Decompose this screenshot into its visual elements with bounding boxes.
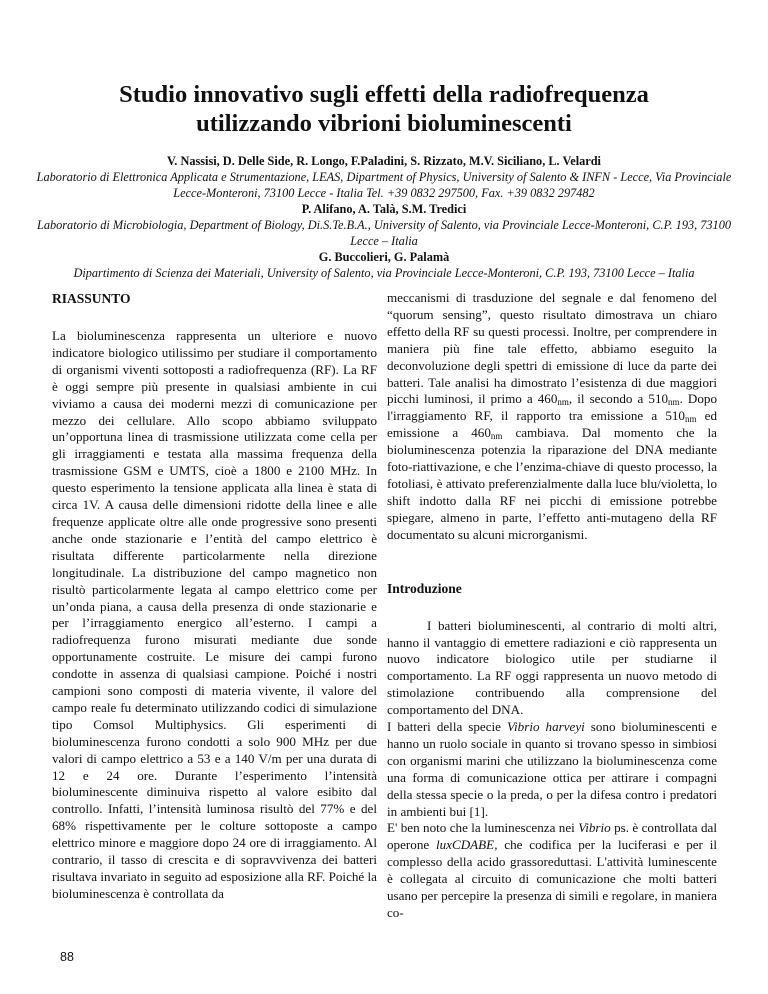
- abstract-continuation: [387, 290, 717, 544]
- text-run: sono bioluminescenti e hanno un ruolo sociale in quanto si trovano spesso in simbiosi con organismi marini che utilizzano la bioluminescenza come una forma di comunicazione ottica per attirare i compagni della stessa specie o la preda, o per la difesa contro i predatori in ambienti bui [1].: [387, 719, 717, 819]
- left-column: [52, 290, 377, 903]
- text-run: ed emissione a 460: [387, 408, 717, 441]
- paper-title: Studio innovativo sugli effetti della radiofrequenza utilizzando vibrioni bioluminescenti: [119, 81, 649, 137]
- genus-name: Vibrio: [578, 820, 611, 836]
- intro-paragraph-1: I batteri bioluminescenti, al contrario di molti altri, hanno il vantaggio di emettere radiazioni e ciò rappresenta un nuovo indicatore biologico utile per studiarne il comportamento. La RF oggi rappresenta un nuovo metodo di stimolazione contribuendo alla comprensione del comportamento del DNA.: [387, 617, 717, 718]
- operon-name: luxCDABE: [436, 837, 495, 853]
- affiliation: Laboratorio di Microbiologia, Department of Biology, Di.S.Te.B.A., University of Salento, via Provinciale Lecce-Monteroni, C.P. 193, 73100 Lecce – Italia: [36, 218, 732, 248]
- subscript: nm: [668, 397, 680, 408]
- text-run: , il secondo a 510: [568, 391, 669, 407]
- author-names: V. Nassisi, D. Delle Side, R. Longo, F.Paladini, S. Rizzato, M.V. Siciliano, L. Velardi: [167, 154, 601, 168]
- text-run: , che codifica per la luciferasi e per il complesso della acido grassoreduttasi. L'attività luminescente è collegata al circuito di comunicazione che molti batteri usano per percepire la presenza di simili e regolare, in maniera co-: [387, 837, 718, 920]
- subscript: nm: [684, 414, 697, 425]
- text-run: E' ben noto che la luminescenza nei: [387, 820, 579, 836]
- page-number: 88: [60, 950, 74, 964]
- abstract-heading: RIASSUNTO: [52, 291, 131, 306]
- right-column: [387, 290, 717, 922]
- text-run: ps. è controllata dal operone: [387, 820, 718, 853]
- author-names: P. Alifano, A. Talà, S.M. Tredici: [301, 202, 467, 216]
- intro-paragraph-2: [387, 719, 717, 820]
- affiliation: Laboratorio di Elettronica Applicata e Strumentazione, LEAS, Dipartment of Physics, University of Salento & INFN - Lecce, Via Provinciale Lecce-Monteroni, 73100 Lecce - Italia Tel. +39 0832 297500, Fax. +39 0832 297482: [36, 170, 732, 200]
- author-names: G. Buccolieri, G. Palamà: [318, 250, 450, 264]
- subscript: nm: [557, 397, 569, 408]
- intro-paragraph-3: [387, 820, 717, 921]
- abstract-text: La bioluminescenza rappresenta un ulteriore e nuovo indicatore biologico utilissimo per studiare il comportamento di organismi viventi sottoposti a radiofrequenza (RF). La RF è oggi sempre più presente in qualsiasi ambiente in cui viviamo a causa dei moderni mezzi di comunicazione per mezzo dei cellulare. Allo scopo abbiamo sviluppato un’opportuna linea di trasmissione utilizzata come cella per gli irraggiamenti e testata alla massima frequenza della trasmissione GSM e UMTS, cioè a 1800 e 2100 MHz. In questo esperimento la tensione applicata alla linea è stata di circa 1V. A causa delle dimensioni ridotte della linee e alle frequenze applicate oltre alle onde progressive sono presenti anche onde stazionarie e l’entità del campo elettrico è risultata differente particolarmente nella direzione longitudinale. La distribuzione del campo magnetico non risultò particolarmente legata al campo elettrico come per un’onda piana, a causa della presenza di onde stazionarie e per l’irraggiamento energico all’esterno. I campi a radiofrequenza furono misurati mediante due sonde opportunamente costruite. Le misure dei campi furono condotte in assenza di qualsiasi campione. Poiché i nostri campioni sono composti di materia vivente, il valore del campo reale fu determinato utilizzando codici di simulazione tipo Comsol Multiphysics. Gli esperimenti di bioluminescenza furono condotti a solo 900 MHz per due valori di campo elettrico a 53 e a 140 V/m per una durata di 12 e 24 ore. Durante l’esperimento l’intensità bioluminescente diminuiva rispetto al valore esibito dal controllo. Infatti, l’intensità luminosa risultò del 77% e del 68% rispettivamente per le colture sottoposte a campo elettrico minore e maggiore dopo 24 ore di irraggiamento. Al contrario, il tasso di crescita e di sopravvivenza dei batteri risultava invariato in seguito ad esposizione alla RF. Poiché la bioluminescenza è controllata da: [52, 328, 377, 901]
- text-run: cambiava. Dal momento che la bioluminescenza potenzia la riparazione del DNA mediante foto-riattivazione, e che l’enzima-chiave di questo processo, la fotoliasi, è attivato preferenzialmente dalla luce blu/violetta, lo shift indotto dalla RF nei picchi di emissione potrebbe spiegare, almeno in parte, l’effetto anti-mutageno della RF documentato su alcuni microrganismi.: [387, 425, 717, 542]
- species-name: Vibrio harveyi: [507, 719, 585, 735]
- subscript: nm: [490, 431, 503, 442]
- affiliation: Dipartimento di Scienza dei Materiali, University of Salento, via Provinciale Lecce-Monteroni, C.P. 193, 73100 Lecce – Italia: [73, 266, 695, 280]
- author-block: [30, 153, 738, 281]
- text-run: meccanismi di trasduzione del segnale e dal fenomeno del “quorum sensing”, questo risultato dimostrava un chiaro effetto della RF su questi processi. Inoltre, per comprendere in maniera più fine tale effetto, abbiamo eseguito la deconvoluzione degli spettri di emissione di luce da parte dei batteri. Tale analisi ha dimostrato l’esistenza di due maggiori picchi luminosi, il primo a 460: [387, 290, 717, 407]
- text-run: I batteri della specie: [387, 719, 508, 735]
- introduction-heading: Introduzione: [387, 580, 462, 596]
- text-run: . Dopo l'irraggiamento RF, il rapporto tra emissione a 510: [387, 391, 717, 424]
